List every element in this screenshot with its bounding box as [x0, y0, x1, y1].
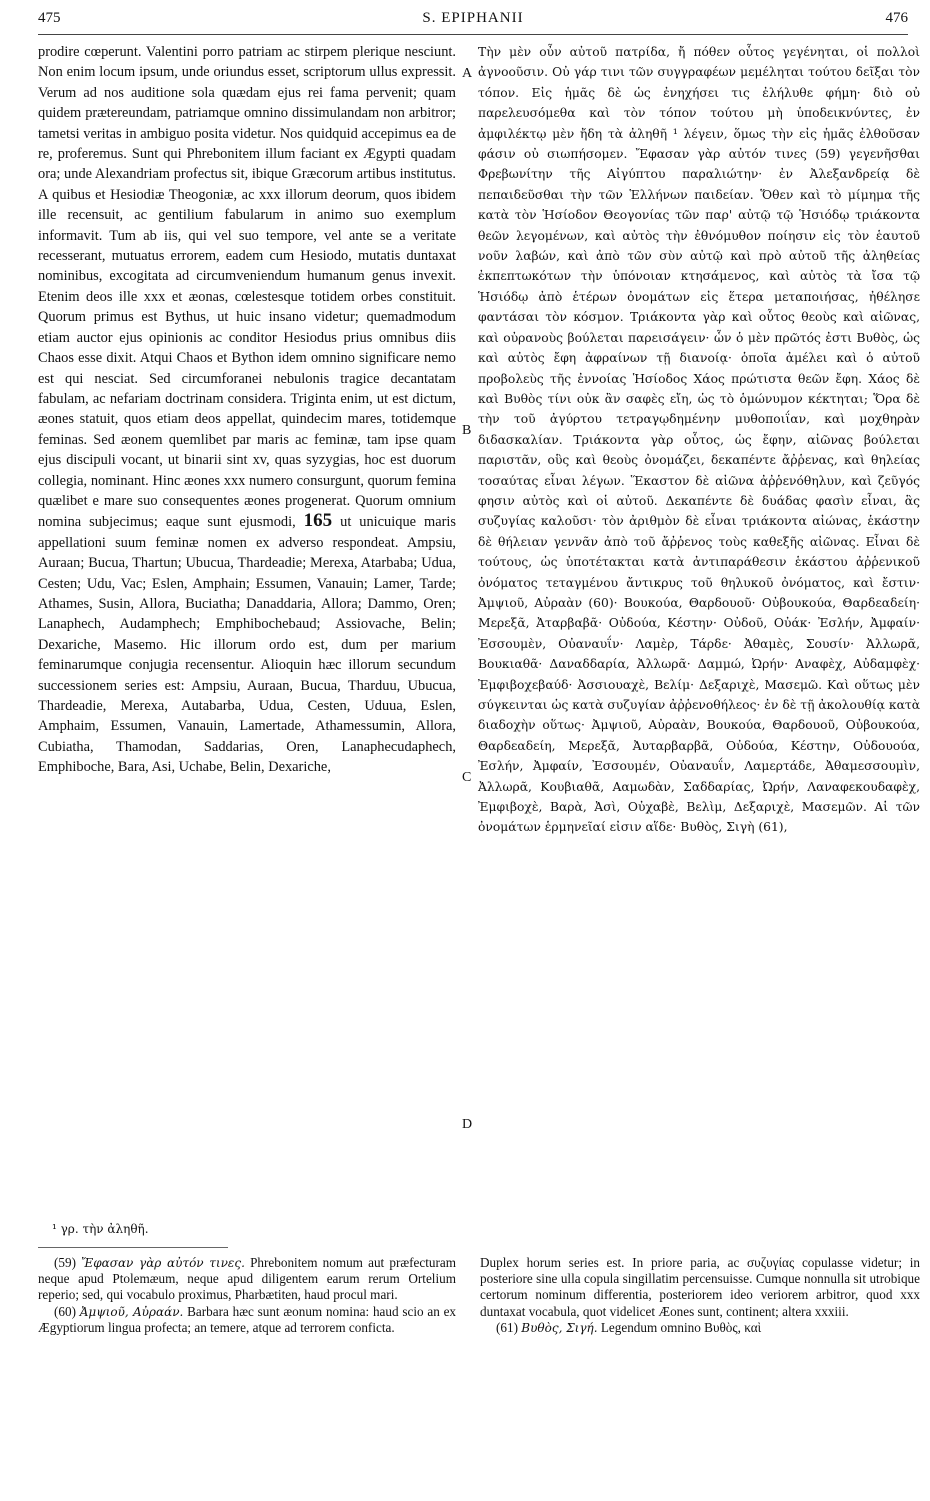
- note-59-text: Phrebonitem nomum aut præfecturam neque apud Ptolemæum, neque apud diligentem earum rerum Ortelium reperio; sed, qui vocabulo proximus, Pharbætiten, haud procul mari.: [38, 1255, 457, 1303]
- notes-right-column: [480, 1255, 920, 1336]
- header-rule: [38, 34, 908, 35]
- running-title: S. EPIPHANII: [422, 10, 524, 26]
- note-61-label: (61): [496, 1319, 518, 1335]
- greek-text: Τὴν μὲν οὖν αὐτοῦ πατρίδα, ἤ πόθεν οὗτος γεγένηται, οἱ πολλοὶ ἀγνοοῦσιν. Οὐ γάρ τινι τῶν συγγραφέων μεμέληται τούτου δεῖξαι τὸν τόπον. Εἰς ἡμᾶς δὲ ὡς ἐνηχήσει τις ἐλήλυθε φήμη· διὸ οὐ παρελευσόμεθα καὶ τὸν τόπον τούτου μὴ ὑποδεικνύντες, ἐν ἀμφιλέκτῳ μὲν ἤδη τὰ ἀληθῆ ¹ λέγειν, ὅμως τὴν εἰς ἡμᾶς ἐλθοῦσαν φάσιν οὐ σιωπήσομεν. Ἔφασαν γὰρ αὐτόν τινες (59) γεγενῆσθαι Φρεβωνίτην τῆς Αἰγύπτου παραλιώτην· ἐν Ἀλεξανδρείᾳ δὲ πεπαιδεῦσθαι τὴν τῶν Ἑλλήνων παιδείαν. Ὅθεν καὶ τὸ μίμημα τῆς κατὰ τὸν Ἡσίοδον Θεογονίας τῶν παρ' αὐτῷ τῷ Ἡσιόδῳ τριάκοντα θεῶν λεγομένων, καὶ αὐτὸς τὴν ἐθνόμυθον ποίησιν εἰς τὸν ἑαυτοῦ νοῦν λαβών, καὶ ἀπὸ τῶν σὺν αὐτῷ καὶ πρὸ αὐτοῦ τῆς ἀληθείας ἐκπεπτωκότων τὴν ὑπόνοιαν κτησάμενος, καὶ αὐτὸς τὰ ἴσα τῷ Ἡσιόδῳ ἀπὸ ἑτέρων ὀνομάτων εἰς ἕτερα μεταποιήσας, ἠθέλησε φαντάσαι τὸν κόσμον. Τριάκοντα γὰρ καὶ οὗτος θεοὺς καὶ αἰῶνας, καὶ οὐρανοὺς βούλεται παρεισάγειν· ὧν ὁ μὲν πρῶτός ἐστι Βυθὸς, ὡς καὶ αὐτὸς ἔφη ἀφραίνων τῇ διανοίᾳ· ὁποῖα ἀμέλει καὶ ὁ αὐτοῦ προβολεὺς τῆς ἐννοίας Ἡσίοδος Χάος πρώτιστα θεῶν ἔφη. Χάος δὲ καὶ Βυθὸς τίνι οὐκ ἂν σαφὲς εἴη, ὡς τὸ ὁμώνυμον κέκτηται; Ὅρα δὲ τὴν τοῦ ἀγύρτου τετραγῳδημένην μυθοποιΐαν, καὶ μοχθηρὰν διδασκαλίαν. Τριάκοντα γὰρ οὗτος, ὡς ἔφην, αἰῶνας βούλεται παριστᾶν, οὓς καὶ θεοὺς ὀνομάζει, δεκαπέντε ἄῤῥενας, καὶ θηλείας τοσαύτας εἶναι λέγων. Ἕκαστον δὲ αἰῶνα ἀῤῥενόθηλυν, καὶ ζεῦγός φησιν αὐτὸς καὶ οἱ αὐτοῦ. Δεκαπέντε δὲ δυάδας φασὶν εἶναι, ἃς συζυγίας καλοῦσι· τὸν ἀριθμὸν δὲ εἶναι τριάκοντα αἰώνας, ἑκάστην δὲ θήλειαν γεννᾶν ἀπὸ τοῦ ἄῤῥενος τοὺς καθεξῆς αἰῶνας. Εἶναι δὲ τούτους, ὡς ὑποτέτακται κατὰ ἀντιπαράθεσιν ἑκάστου ἀῤῥενικοῦ ὀνόματος τεταγμένου ἄντικρυς τοῦ θηλυκοῦ ὀνόματος, καὶ ἔστιν· Ἀμψιοῦ, Αὐραὰν (60)· Βουκούα, Θαρδουοῦ· Οὐβουκούα, Θαρδεαδείη· Μερεξᾶ, Ἀταρβαβᾶ· Οὐδούα, Κέστην· Οὐδοῦ, Οὐάκ· Ἐσλήν, Ἀμφαίν· Ἐσσουμὲν, Οὐαναυΐν· Λαμὲρ, Τάρδε· Ἀθαμὲς, Σουσίν· Ἀλλωρᾶ, Βουκιαθᾶ· Δαναδδαρία, Ἀλλωρᾶ· Δαμμώ, Ὠρήν· Αναφὲχ, Αὐδαμφὲχ· Ἐμφιβοχεβαύδ· Ἀσσιουαχὲ, Βελίμ· Δεξαριχὲ, Μασεμῶ. Καὶ οὕτως μὲν σύγκεινται ὡς κατὰ συζυγίαν ἀῤῥενοθήλεος· ἐν δὲ τῇ ἀκολουθίᾳ κατὰ διαδοχὴν οὕτως· Ἀμψιοῦ, Αὐραὰν, Βουκούα, Θαρδουοῦ, Οὐβουκούα, Θαρδεαδείη, Μερεξᾶ, Ἀυταρβαρβᾶ, Οὐδούα, Κέστην, Οὐδουούα, Ἐσλήν, Ἀμφαίν, Ἐσσουμέν, Οὐαναυΐν, Λαμερτάδε, Ἀθαμεσσουμὶν, Ἀλλωρᾶ, Κουβιαθᾶ, Ααμωδὰν, Σαδδαρίας, Ὠρήν, Λαναφεκουδαφὲχ, Ἐμφιβοχὲ, Βαρὰ, Ἀσὶ, Οὐχαβὲ, Βελὶμ, Δεξαριχὲ, Μασεμῶν. Αἱ τῶν ὀνομάτων ἑρμηνεῖαί εἰσιν αἵδε· Βυθὸς, Σιγὴ (61),: [478, 45, 920, 835]
- section-marker-d: D: [462, 1117, 473, 1132]
- notes-left-column: [38, 1255, 456, 1336]
- page-mark-165: 165: [303, 510, 333, 532]
- note-61-text: Legendum omnino Βυθὸς, καὶ: [600, 1319, 762, 1335]
- footnote-rule: [38, 1247, 228, 1248]
- variant-reading-footnote: ¹ γρ. τὴν ἀληθῆ.: [52, 1222, 149, 1236]
- note-60-lemma: Ἀμψιοῦ, Αὐραάν.: [79, 1304, 184, 1319]
- greek-column: [478, 42, 920, 838]
- latin-column: [38, 42, 456, 778]
- latin-text-part2: ut unicuique maris appellationi suum feminæ nomen ex adverso respondeat. Ampsiu, Auraan; Bucua, Thartun; Ubucua, Thardeadie; Merexa, Atarbaba; Udua, Cesten; Udu, Vac; Eslen, Amphain; Essumen, Vanauin; Lamer, Tarde; Athames, Susin, Allora, Buciatha; Danaddaria, Allora; Dammo, Oren; Lanaphech, Audamphech; Emphibochebaud; Assiovache, Belin; Dexariche, Masemo. Hic illorum ordo est, dum per marium feminarumque conjugia recensentur. Alioquin hæc illorum secundum successionem series est: Ampsiu, Auraan, Bucua, Tharduu, Ubucua, Thardeadie, Merexa, Autabarba, Udua, Cesten, Uduua, Eslen, Amphaim, Essumen, Vanauin, Lamertade, Athamessumin, Allora, Cubiatha, Thamodan, Saddarias, Oren, Lanaphecudaphech, Emphiboche, Bara, Asi, Uchabe, Belin, Dexariche,: [38, 514, 456, 776]
- page-number-left: 475: [38, 10, 61, 26]
- page-header: [38, 10, 908, 34]
- note-59-label: (59): [54, 1255, 76, 1270]
- section-marker-c: C: [462, 770, 472, 785]
- note-60-label: (60): [54, 1303, 76, 1319]
- note-60: [38, 1304, 456, 1336]
- note-61: [480, 1320, 920, 1336]
- note-60-text: Barbara hæc sunt æonum nomina: haud scio an ex Ægyptiorum lingua profecta; an temere, atque ad terrorem conficta.: [38, 1303, 457, 1335]
- section-marker-a: A: [462, 66, 473, 81]
- page-number-right: 476: [885, 10, 908, 26]
- note-continuation: Duplex horum series est. In priore paria, ac συζυγίας copulasse videtur; in posteriore sine ulla copula singillatim percensuisse. Cumque nonnulla sit utrobique certorum nominum differentia, posteriorem ideo veriorem arbitror, quod xxx duntaxat vocabula, quot videlicet Æones sunt, continent; altera xxxiii.: [480, 1255, 920, 1319]
- section-marker-b: B: [462, 423, 472, 438]
- note-61-lemma: Βυθὸς, Σιγή.: [521, 1320, 598, 1335]
- latin-text-part1: prodire cœperunt. Valentini porro patriam ac stirpem plerique nesciunt. Non enim locum ipsum, unde oriundus esset, scriptorum ullus expressit. Verum ad nos auditione sola quædam ejus rei fama pervenit; quam quidem prætereundam, patriamque omnino dissimulandam non arbitror; tametsi veritas in ambiguo posita videtur. Nos quidquid accepimus ea de re, proferemus. Sunt qui Phrebonitem illum faciant ex Ægypti quadam ora; unde Alexandriam profectus sit, ibique Græcorum artibus institutus. A quibus et Hesiodiæ Theogoniæ, ac xxx illorum deorum, quos ibidem ille recensuit, ac gentilium fabularum in animo suo exemplum informavit. Tum ab iis, qui vel suo tempore, vel ante se a veritate recesserant, mutuatus errorem, eadem cum Hesiodo, mutatis duntaxat nominibus, excogitata ad circumveniendum humanum genus invexit. Etenim deos ille xxx et æonas, cœlestesque totidem orbes constituit. Quorum primus est Bythus, ut huic insano videtur; quemadmodum etiam auctor ejus opinionis ac conditor Hesiodus prius omnibus diis Chaos esse dixit. Atqui Chaos et Bython idem omnino significare nemo est qui nesciat. Sed circumforanei nebulonis tragice decantatam fabulam, ac nefariam doctrinam considera. Triginta enim, ut est dictum, æones statuit, quos etiam deos appellat, quindecim mares, totidemque feminas. Sed æonem quemlibet par maris ac feminæ, tam ipse quam ejus discipuli vocant, ut binarii sint xv, quas syzygias, hoc est duorum collegia, nominant. Hinc æones xxx numero consurgunt, quorum femina quælibet e mare suo consequentes æones progenerat. Quorum omnium nomina subjecimus; eaque sunt ejusmodi,: [38, 44, 456, 531]
- note-59-lemma: Ἔφασαν γὰρ αὐτόν τινες.: [81, 1256, 245, 1270]
- note-59: [38, 1255, 456, 1304]
